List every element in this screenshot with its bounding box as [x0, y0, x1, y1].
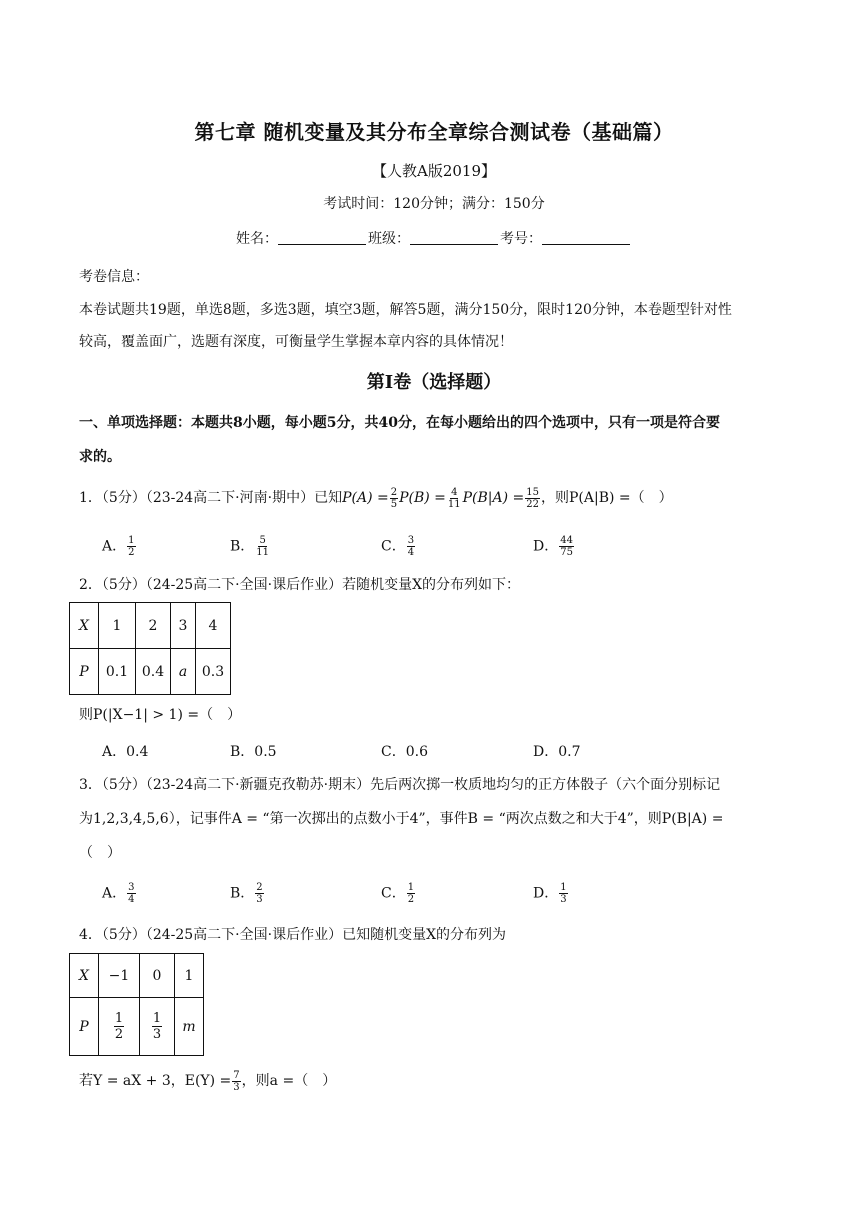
q3-option-a-den: 4 [128, 894, 135, 905]
name-blank[interactable] [278, 230, 366, 245]
q1-option-b[interactable] [230, 535, 271, 558]
notes-line-1: 本卷试题共19题，单选8题，多选3题，填空3题，解答5题，满分150分，限时120分钟，本卷题型针对性 [79, 302, 732, 318]
q4-distribution-table [69, 953, 204, 1056]
q4-p1-num: 1 [114, 1011, 124, 1026]
q3-option-c-den: 2 [407, 894, 415, 905]
q3-option-b-label: B． [230, 885, 255, 902]
q3-option-c-num: 1 [407, 882, 415, 893]
notes-line-2: 较高，覆盖面广，选题有深度，可衡量学生掌握本章内容的具体情况！ [79, 334, 513, 350]
q4-cell-x1: −1 [99, 954, 140, 998]
q2-cell-x4: 4 [196, 603, 231, 649]
question-2-stem: 2．（5分）（24-25高二下·全国·课后作业）若随机变量X的分布列如下： [79, 577, 521, 593]
q1-pba-den: 22 [526, 498, 540, 510]
q4-cell-x2: 0 [140, 954, 175, 998]
q4-p2-num: 1 [152, 1011, 162, 1026]
q1-pa-fraction [390, 487, 398, 510]
q1-option-a[interactable] [102, 535, 137, 558]
page-title: 第七章 随机变量及其分布全章综合测试卷（基础篇） [194, 120, 674, 144]
q2-cell-p4: 0.3 [196, 649, 231, 695]
name-label: 姓名： [236, 231, 278, 247]
q4-cell-p2 [140, 998, 175, 1056]
q3-option-a-num: 3 [128, 882, 135, 893]
q1-pa: P(A) = [342, 490, 389, 506]
question-3-line-2: 为1,2,3,4,5,6），记事件A = “第一次掷出的点数小于4”，事件B = “两次点数之和大于4”，则P(B|A) = [79, 811, 724, 827]
q2-cell-p3: a [171, 649, 196, 695]
edition-label: 【人教A版2019】 [371, 162, 496, 180]
q1-pba: P(B|A) = [462, 490, 525, 506]
q4-p1-den: 2 [114, 1027, 124, 1042]
q1-suffix: ，则P(A|B) =（ ） [541, 490, 673, 506]
q4-ey-den: 3 [233, 1081, 240, 1093]
question-3-line-1: 3．（5分）（23-24高二下·新疆克孜勒苏·期末）先后两次掷一枚质地均匀的正方体骰子（六个面分别标记 [79, 777, 721, 793]
class-blank[interactable] [410, 230, 498, 245]
part1-line-2: 求的。 [79, 449, 121, 465]
q1-option-a-den: 2 [128, 547, 135, 558]
q2-option-b[interactable]: B．0.5 [230, 744, 277, 760]
q1-option-c-num: 3 [407, 535, 415, 546]
q3-option-d[interactable] [533, 882, 569, 905]
q1-option-c-label: C． [381, 538, 406, 555]
q3-option-b[interactable] [230, 882, 265, 905]
q2-option-d[interactable]: D．0.7 [533, 744, 581, 760]
q2-cell-x1: 1 [99, 603, 136, 649]
q1-pba-fraction [525, 487, 540, 510]
q2-distribution-table [69, 602, 231, 695]
question-4-stem: 4．（5分）（24-25高二下·全国·课后作业）已知随机变量X的分布列为 [79, 927, 507, 943]
q3-option-a-label: A． [102, 885, 127, 902]
q1-pb: P(B) = [399, 490, 446, 506]
q3-option-c[interactable] [381, 882, 416, 905]
q2-cell-x3: 3 [171, 603, 196, 649]
q3-option-d-num: 1 [560, 882, 567, 893]
q4-cell-p1 [99, 998, 140, 1056]
q1-option-b-den: 11 [256, 547, 270, 558]
q1-prefix: 1．（5分）（23-24高二下·河南·期中）已知 [79, 490, 343, 506]
q1-pb-num: 4 [451, 486, 458, 498]
q1-option-c-den: 4 [407, 547, 415, 558]
q4-question [79, 1067, 791, 1095]
q2-cell-p2: 0.4 [136, 649, 171, 695]
q1-option-d-label: D． [533, 538, 559, 555]
question-3-line-3: （ ） [79, 845, 121, 861]
q4-ey-fraction [232, 1070, 240, 1093]
q4-cell-p: P [70, 998, 99, 1056]
class-label: 班级： [368, 231, 410, 247]
q2-option-a[interactable]: A．0.4 [102, 744, 149, 760]
q1-option-a-num: 1 [128, 535, 135, 546]
q1-pa-den: 5 [390, 498, 398, 510]
q3-option-c-label: C． [381, 885, 406, 902]
q2-cell-p1: 0.1 [99, 649, 136, 695]
q1-option-d-num: 44 [560, 535, 573, 546]
q4-p2-den: 3 [152, 1027, 162, 1042]
q1-option-b-label: B． [230, 538, 255, 555]
part1-line-1: 一、单项选择题：本题共8小题，每小题5分，共40分，在每小题给出的四个选项中，只有一项是符合要 [79, 415, 720, 431]
notes-heading: 考卷信息： [79, 269, 149, 285]
q3-option-d-den: 3 [560, 894, 567, 905]
q1-option-d-den: 75 [560, 547, 573, 558]
q1-option-d[interactable] [533, 535, 575, 558]
q1-option-c[interactable] [381, 535, 416, 558]
q4-ey-num: 7 [233, 1069, 240, 1081]
q1-option-b-num: 5 [259, 535, 266, 546]
q3-option-a[interactable] [102, 882, 137, 905]
q1-pb-den: 11 [447, 498, 461, 510]
section-title: 第I卷（选择题） [366, 372, 502, 393]
q1-pa-num: 2 [390, 486, 398, 498]
q1-pba-num: 15 [526, 486, 540, 498]
student-info-row [0, 228, 868, 248]
q2-option-c[interactable]: C．0.6 [381, 744, 428, 760]
q4-cell-p3: m [175, 998, 204, 1056]
id-blank[interactable] [542, 230, 630, 245]
q2-cell-x2: 2 [136, 603, 171, 649]
q3-option-b-num: 2 [256, 882, 263, 893]
question-1-stem [79, 484, 791, 512]
q4-cell-x3: 1 [175, 954, 204, 998]
q1-pb-fraction [447, 487, 462, 510]
q2-question: 则P(|X−1| > 1) =（ ） [79, 707, 242, 723]
q1-option-a-label: A． [102, 538, 127, 555]
q4-q-prefix: 若Y = aX + 3，E(Y) = [79, 1073, 232, 1089]
q2-cell-p: P [70, 649, 99, 695]
q4-q-suffix: ，则a =（ ） [241, 1073, 337, 1089]
q3-option-b-den: 3 [256, 894, 263, 905]
q3-option-d-label: D． [533, 885, 559, 902]
exam-info: 考试时间：120分钟；满分：150分 [323, 196, 545, 212]
id-label: 考号： [500, 231, 542, 247]
q2-cell-x: X [70, 603, 99, 649]
q4-cell-x: X [70, 954, 99, 998]
